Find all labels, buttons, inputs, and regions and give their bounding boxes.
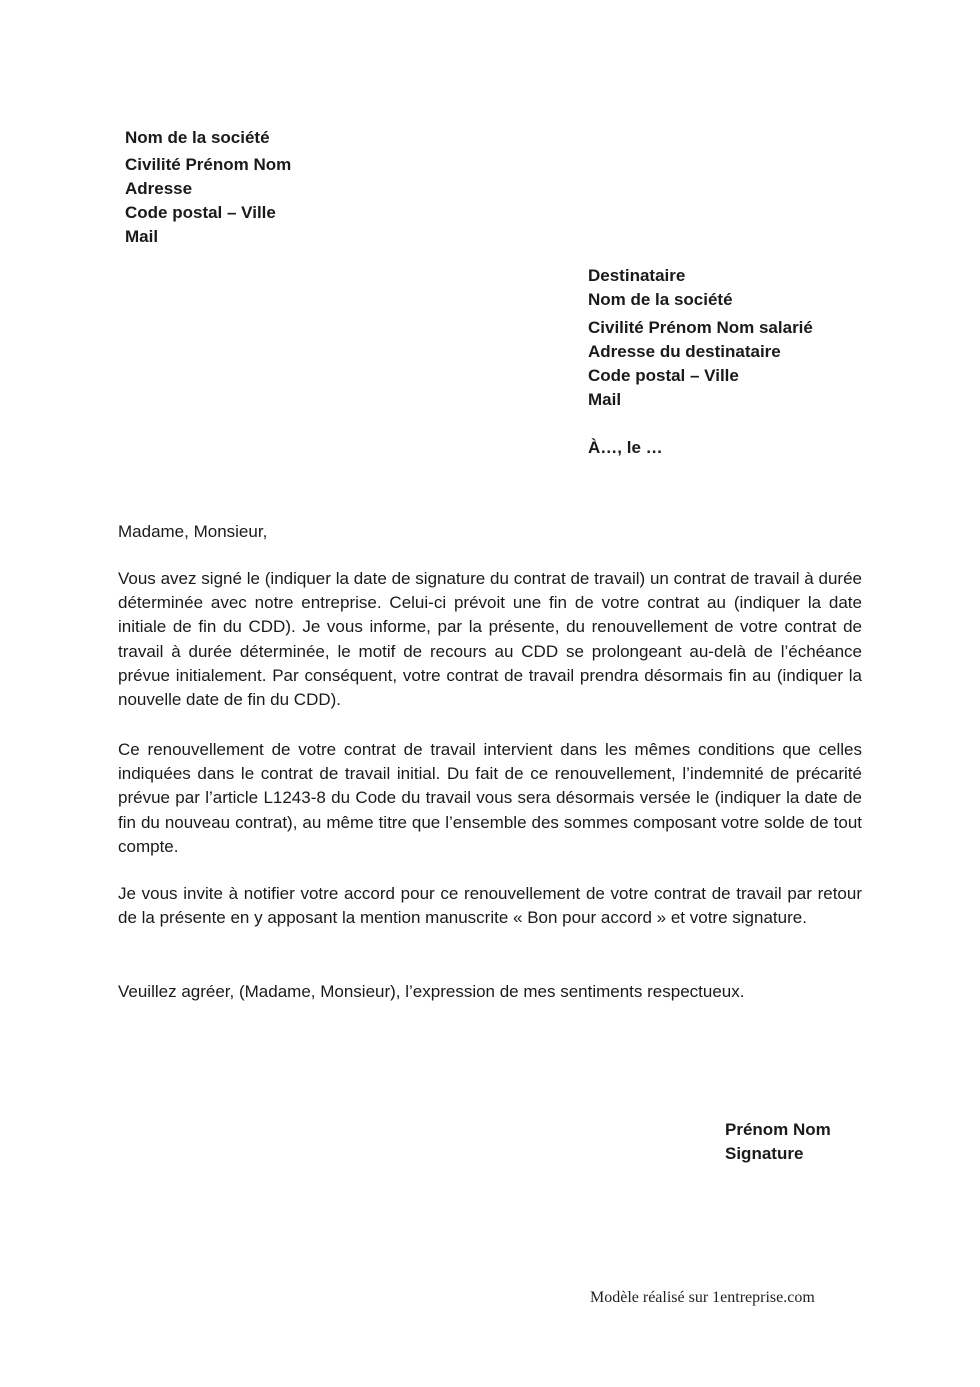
body-paragraph: Je vous invite à notifier votre accord pour ce renouvellement de votre contrat de travail par retour de la présente en y apposant la mention manuscrite « Bon pour accord » et votre signature. xyxy=(118,884,862,928)
sender-block xyxy=(125,126,291,249)
sender-address: Adresse xyxy=(125,179,193,198)
sender-company: Nom de la société xyxy=(125,128,270,147)
recipient-block xyxy=(588,264,813,412)
signature-block xyxy=(725,1118,831,1166)
place-date-line: À…, le … xyxy=(588,438,663,457)
closing-formula: Veuillez agréer, (Madame, Monsieur), l’expression de mes sentiments respectueux. xyxy=(118,982,745,1001)
recipient-city: Code postal – Ville xyxy=(588,366,739,385)
signature-name: Prénom Nom xyxy=(725,1120,831,1139)
sender-city: Code postal – Ville xyxy=(125,203,276,222)
sender-mail: Mail xyxy=(125,227,159,246)
salutation: Madame, Monsieur, xyxy=(118,522,268,541)
footer-credit: Modèle réalisé sur 1entreprise.com xyxy=(590,1289,815,1306)
recipient-address: Adresse du destinataire xyxy=(588,342,781,361)
body-paragraph: Ce renouvellement de votre contrat de travail intervient dans les mêmes conditions que celles indiquées dans le contrat de travail initial. Du fait de ce renouvellement, l’indemnité de précarité prévue par l’article L1243-8 du Code du travail vous sera désormais versée le (indiquer la date de fin du nouveau contrat), au même titre que l’ensemble des sommes composant votre solde de tout compte. xyxy=(118,740,862,856)
recipient-label: Destinataire xyxy=(588,266,686,285)
signature-label: Signature xyxy=(725,1144,804,1163)
sender-name: Civilité Prénom Nom xyxy=(125,155,292,174)
recipient-name: Civilité Prénom Nom salarié xyxy=(588,318,813,337)
body-paragraph: Vous avez signé le (indiquer la date de signature du contrat de travail) un contrat de travail à durée déterminée avec notre entreprise. Celui-ci prévoit une fin de votre contrat au (indiquer la date initiale de fin du CDD). Je vous informe, par la présente, du renouvellement de votre contrat de travail à durée déterminée, le motif de recours au CDD se prolongeant au-delà de l’échéance prévue initialement. Par conséquent, votre contrat de travail prendra désormais fin au (indiquer la nouvelle date de fin du CDD). xyxy=(118,569,862,710)
recipient-mail: Mail xyxy=(588,390,622,409)
recipient-company: Nom de la société xyxy=(588,290,733,309)
